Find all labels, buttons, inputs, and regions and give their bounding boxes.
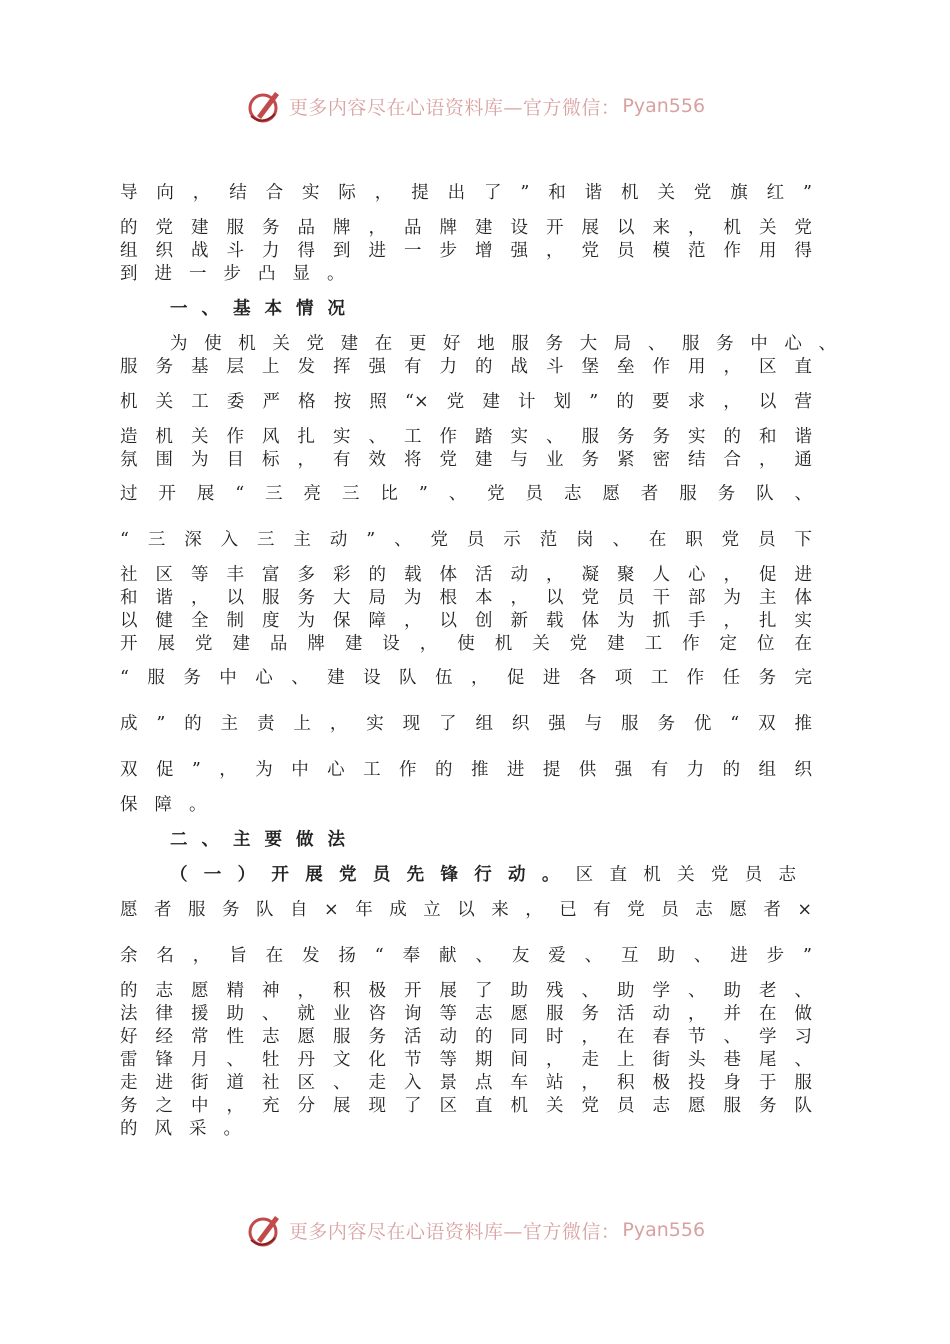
text-line: 的党建服务品牌，品牌建设开展以来，机关党 <box>120 218 812 238</box>
text-line: 社区等丰富多彩的载体活动，凝聚人心，促进 <box>120 565 812 585</box>
watermark-wechat-id: Pyan556 <box>622 1219 706 1241</box>
text-line: 造机关作风扎实、工作踏实、服务务实的和谐 <box>120 427 812 447</box>
subsection-line <box>170 863 812 887</box>
text-line: 雷锋月、牡丹文化节等期间，走上街头巷尾、 <box>120 1050 812 1070</box>
text-line: 的志愿精神，积极开展了助残、助学、助老、 <box>120 981 812 1001</box>
text-line: 成”的主责上，实现了组织强与服务优“双推 <box>120 714 812 734</box>
watermark-wechat-id: Pyan556 <box>622 95 706 117</box>
text-line: 到进一步凸显。 <box>120 264 362 284</box>
subsection-text: 区直机关党员志 <box>575 865 813 885</box>
watermark-top <box>0 84 950 128</box>
section-heading-1: 一、基本情况 <box>170 299 359 319</box>
text-line: 服务基层上发挥强有力的战斗堡垒作用，区直 <box>120 357 812 377</box>
text-line: “三深入三主动”、党员示范岗、在职党员下 <box>120 530 812 550</box>
section-heading-2: 二、主要做法 <box>170 830 359 850</box>
pen-logo-icon <box>245 1210 285 1250</box>
text-line: 的风采。 <box>120 1119 258 1139</box>
text-line: 法律援助、就业咨询等志愿服务活动，并在做 <box>120 1004 812 1024</box>
text-line: 开展党建品牌建设，使机关党建工作定位在 <box>120 634 812 654</box>
watermark-text: 更多内容尽在心语资料库—官方微信： <box>288 96 621 119</box>
text-line: 机关工委严格按照“×党建计划”的要求，以营 <box>120 392 812 412</box>
text-line: 为使机关党建在更好地服务大局、服务中心、 <box>170 334 836 354</box>
watermark-text: 更多内容尽在心语资料库—官方微信： <box>288 1220 621 1243</box>
text-line: 以健全制度为保障，以创新载体为抓手，扎实 <box>120 611 812 631</box>
text-line: 好经常性志愿服务活动的同时，在春节、学习 <box>120 1027 812 1047</box>
text-line: 愿者服务队自×年成立以来，已有党员志愿者× <box>120 900 812 920</box>
text-line: 氛围为目标，有效将党建与业务紧密结合，通 <box>120 450 812 470</box>
text-line: 组织战斗力得到进一步增强，党员模范作用得 <box>120 241 812 261</box>
text-line: 余名，旨在发扬“奉献、友爱、互助、进步” <box>120 946 812 966</box>
pen-logo-icon <box>245 86 285 126</box>
text-line: 走进街道社区、走入景点车站，积极投身于服 <box>120 1073 812 1093</box>
text-line: “服务中心、建设队伍，促进各项工作任务完 <box>120 668 812 688</box>
text-line: 双促”，为中心工作的推进提供强有力的组织 <box>120 760 812 780</box>
text-line: 保障。 <box>120 795 224 815</box>
subsection-heading: （一）开展党员先锋行动。 <box>170 865 576 885</box>
text-line: 和谐，以服务大局为根本，以党员干部为主体 <box>120 588 812 608</box>
text-line: 导向，结合实际，提出了”和谐机关党旗红” <box>120 183 812 203</box>
text-line: 过开展“三亮三比”、党员志愿者服务队、 <box>120 484 812 504</box>
text-line: 务之中，充分展现了区直机关党员志愿服务队 <box>120 1096 812 1116</box>
watermark-bottom <box>0 1208 950 1252</box>
